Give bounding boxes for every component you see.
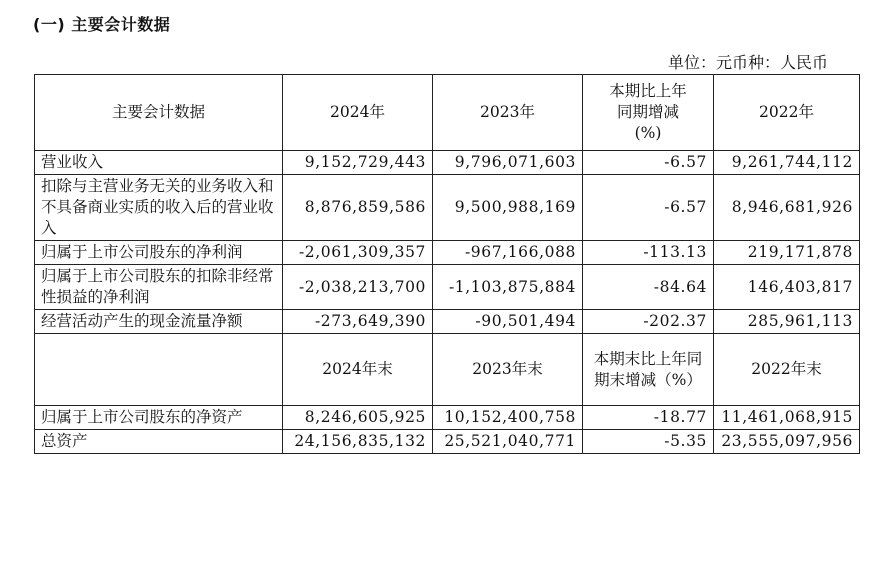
value-2024: 9,152,729,443 [283, 151, 433, 175]
section-title: (一) 主要会计数据 [33, 15, 171, 34]
value-change: -113.13 [583, 241, 714, 265]
value-2022-end: 23,555,097,956 [714, 430, 860, 454]
value-2024: 8,876,859,586 [283, 175, 433, 241]
table-subheader-row [35, 334, 860, 406]
value-change: -84.64 [583, 265, 714, 310]
header-cell-label: 主要会计数据 [35, 75, 283, 151]
value-change: -18.77 [583, 406, 714, 430]
value-2024: -273,649,390 [283, 310, 433, 334]
table-row [35, 406, 860, 430]
key-accounting-data-table [34, 74, 860, 454]
value-2022-end: 11,461,068,915 [714, 406, 860, 430]
value-2022: 8,946,681,926 [714, 175, 860, 241]
value-2022: 146,403,817 [714, 265, 860, 310]
value-2023-end: 25,521,040,771 [433, 430, 583, 454]
table-header-row [35, 75, 860, 151]
row-label: 经营活动产生的现金流量净额 [35, 310, 283, 334]
value-2022: 9,261,744,112 [714, 151, 860, 175]
table-row [35, 430, 860, 454]
value-2023: 9,500,988,169 [433, 175, 583, 241]
value-2024: -2,038,213,700 [283, 265, 433, 310]
subheader-cell-change: 本期末比上年同期末增减（%） [583, 334, 714, 406]
value-2024-end: 24,156,835,132 [283, 430, 433, 454]
value-2023: 9,796,071,603 [433, 151, 583, 175]
value-2024-end: 8,246,605,925 [283, 406, 433, 430]
row-label: 扣除与主营业务无关的业务收入和不具备商业实质的收入后的营业收入 [35, 175, 283, 241]
table-row [35, 310, 860, 334]
row-label: 归属于上市公司股东的净利润 [35, 241, 283, 265]
value-2023-end: 10,152,400,758 [433, 406, 583, 430]
value-2022: 219,171,878 [714, 241, 860, 265]
header-cell-2024: 2024年 [283, 75, 433, 151]
subheader-cell-2024-end: 2024年末 [283, 334, 433, 406]
row-label: 归属于上市公司股东的净资产 [35, 406, 283, 430]
value-2024: -2,061,309,357 [283, 241, 433, 265]
value-2023: -90,501,494 [433, 310, 583, 334]
table-row [35, 175, 860, 241]
table-row [35, 151, 860, 175]
table-row [35, 265, 860, 310]
value-2023: -967,166,088 [433, 241, 583, 265]
row-label: 归属于上市公司股东的扣除非经常性损益的净利润 [35, 265, 283, 310]
value-change: -5.35 [583, 430, 714, 454]
subheader-cell-2023-end: 2023年末 [433, 334, 583, 406]
row-label: 总资产 [35, 430, 283, 454]
subheader-cell-label [35, 334, 283, 406]
value-2022: 285,961,113 [714, 310, 860, 334]
row-label: 营业收入 [35, 151, 283, 175]
header-cell-2022: 2022年 [714, 75, 860, 151]
value-2023: -1,103,875,884 [433, 265, 583, 310]
currency-unit-note: 单位：元币种：人民币 [667, 53, 828, 72]
header-cell-2023: 2023年 [433, 75, 583, 151]
subheader-cell-2022-end: 2022年末 [714, 334, 860, 406]
value-change: -6.57 [583, 151, 714, 175]
value-change: -6.57 [583, 175, 714, 241]
header-cell-change: 本期比上年同期增减(%) [583, 75, 714, 151]
table-row [35, 241, 860, 265]
value-change: -202.37 [583, 310, 714, 334]
